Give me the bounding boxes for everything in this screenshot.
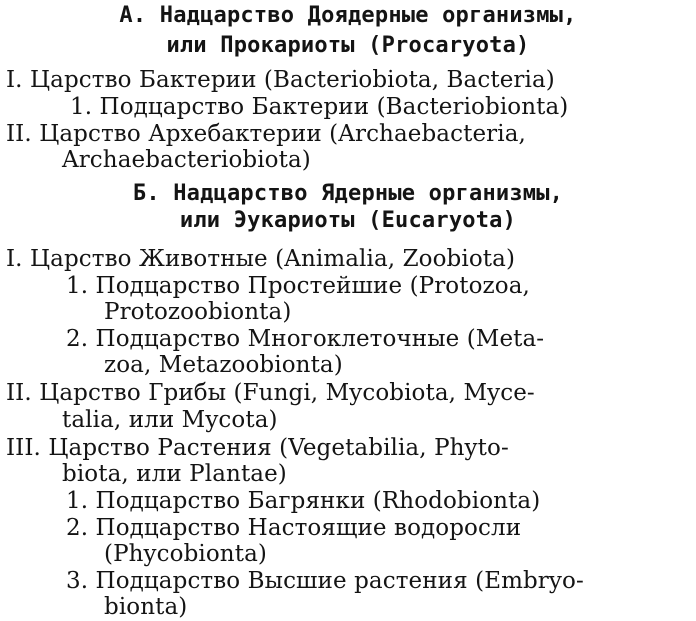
kingdom-plantae-line-2: biota, или Plantae) <box>62 461 287 487</box>
section-a-heading-line-2: или Прокариоты (Procaryota) <box>166 33 530 58</box>
kingdom-fungi-line-1: II. Царство Грибы (Fungi, Mycobiota, Myce- <box>6 380 535 406</box>
subkingdom-phycobionta-line-2: (Phycobionta) <box>104 541 267 567</box>
subkingdom-bacteriobionta: 1. Подцарство Бактерии (Bacteriobionta) <box>70 94 569 120</box>
kingdom-archaebacteria <box>6 121 526 147</box>
subkingdom-embryobionta-line-1: 3. Подцарство Высшие растения (Embryo- <box>66 568 584 594</box>
subkingdom-metazoa-line-1: 2. Подцарство Многоклеточные (Meta- <box>66 326 545 352</box>
subkingdom-embryobionta-line-2: bionta) <box>104 594 188 620</box>
kingdom-bacteria: I. Царство Бактерии (Bacteriobiota, Bacteria) <box>6 67 555 93</box>
kingdom-fungi-line-2: talia, или Mycota) <box>62 407 278 433</box>
section-a-heading-line-1: А. Надцарство Доядерные организмы, <box>119 3 577 28</box>
kingdom-archaebacteria-line-2: Archaebacteriobiota) <box>62 147 311 173</box>
subkingdom-rhodobionta: 1. Подцарство Багрянки (Rhodobionta) <box>66 488 541 514</box>
kingdom-animalia: I. Царство Животные (Animalia, Zoobiota) <box>6 246 516 272</box>
kingdom-archaebacteria-line-1: II. Царство Архебактерии (Archaebacteria, <box>6 121 526 147</box>
subkingdom-protozoa-line-1: 1. Подцарство Простейшие (Protozoa, <box>66 273 530 299</box>
section-b-heading-line-1: Б. Надцарство Ядерные организмы, <box>132 181 564 206</box>
subkingdom-phycobionta-line-1: 2. Подцарство Настоящие водоросли <box>66 515 522 541</box>
section-b-heading-line-2: или Эукариоты (Eucaryota) <box>179 208 517 233</box>
kingdom-plantae-line-1: III. Царство Растения (Vegetabilia, Phyto- <box>6 435 509 461</box>
subkingdom-metazoa-line-2: zoa, Metazoobionta) <box>104 352 343 378</box>
subkingdom-protozoa-line-2: Protozoobionta) <box>104 299 292 325</box>
